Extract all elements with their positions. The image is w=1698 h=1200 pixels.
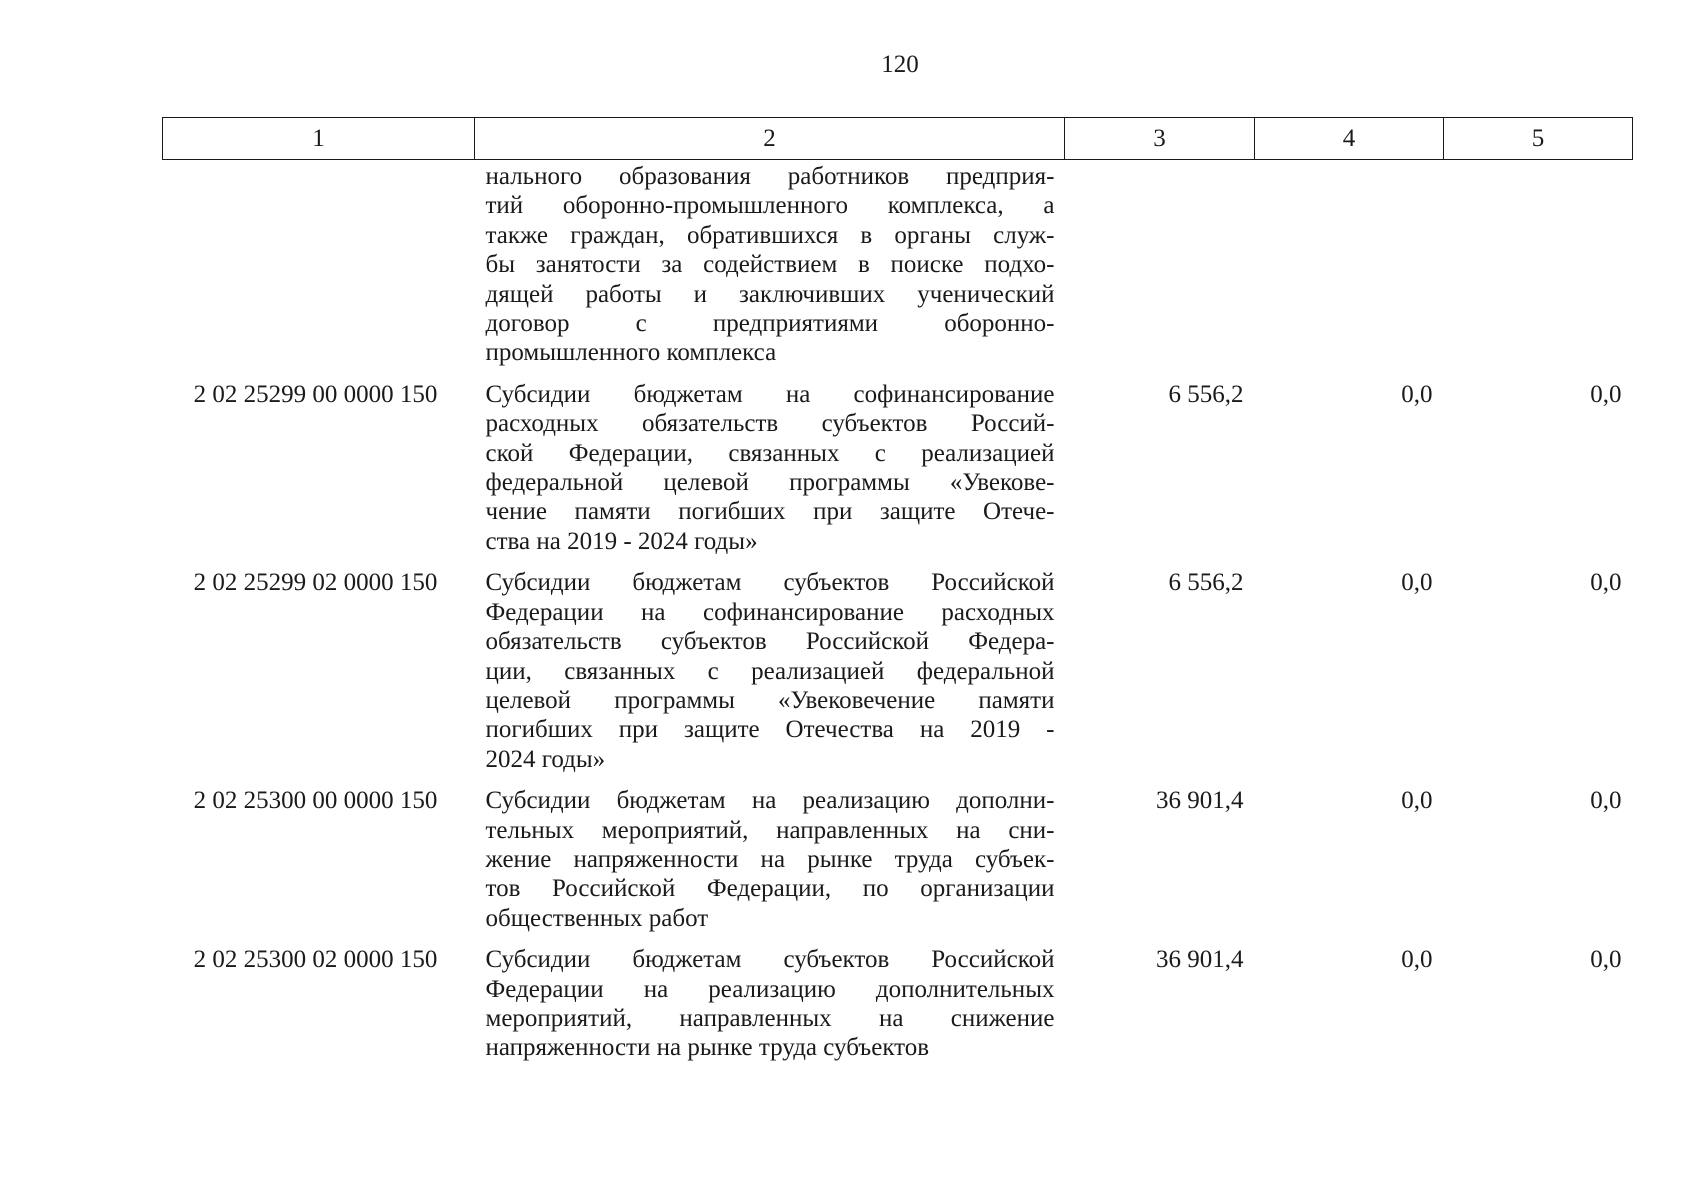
description-line: промышленного комплекса	[485, 339, 777, 367]
row-value-col5: 0,0	[1590, 569, 1622, 597]
description-line: договор с предприятиями оборонно-	[485, 310, 1055, 338]
table-row	[163, 568, 1633, 786]
row-code: 2 02 25299 02 0000 150	[193, 569, 438, 597]
table-row	[163, 380, 1633, 568]
description-line: федеральной целевой программы «Увекове-	[485, 469, 1055, 497]
row-value-col4: 0,0	[1401, 380, 1433, 408]
row-value-col4: 0,0	[1401, 569, 1433, 597]
description-line: напряженности на рынке труда субъектов	[485, 1034, 930, 1062]
row-value-col5: 0,0	[1590, 787, 1622, 815]
row-value-col4	[1255, 160, 1444, 380]
column-header-1: 1	[163, 118, 475, 160]
row-value-col4: 0,0	[1401, 946, 1433, 974]
page-number: 120	[881, 51, 919, 78]
description-line: чение памяти погибших при защите Отече-	[485, 498, 1055, 526]
column-header-2: 2	[475, 118, 1065, 160]
description-line: Субсидии бюджетам субъектов Российской	[485, 946, 1055, 974]
row-value-col4: 0,0	[1401, 787, 1433, 815]
description-line: тов Российской Федерации, по организации	[485, 875, 1055, 903]
description-line: Субсидии бюджетам субъектов Российской	[485, 569, 1055, 597]
row-description	[475, 786, 1065, 945]
description-line: общественных работ	[485, 904, 709, 932]
description-line: также граждан, обратившихся в органы служ-	[485, 221, 1055, 249]
description-line: дящей работы и заключивших ученический	[485, 280, 1055, 308]
description-line: погибших при защите Отечества на 2019 -	[485, 716, 1055, 744]
description-line: жение напряженности на рынке труда субъек-	[485, 845, 1055, 873]
description-line: Федерации на реализацию дополнительных	[485, 975, 1055, 1003]
row-value-col3: 36 901,4	[1156, 787, 1244, 815]
table-row	[163, 160, 1633, 380]
budget-table	[162, 117, 1633, 1075]
row-description	[475, 380, 1065, 568]
row-description	[475, 568, 1065, 786]
row-value-col3: 36 901,4	[1156, 946, 1244, 974]
row-value-col3	[1065, 160, 1255, 380]
description-line: ства на 2019 - 2024 годы»	[485, 527, 758, 555]
column-header-3: 3	[1065, 118, 1255, 160]
description-line: тий оборонно-промышленного комплекса, а	[485, 192, 1055, 220]
column-header-5: 5	[1444, 118, 1633, 160]
description-line: расходных обязательств субъектов Россий-	[485, 410, 1055, 438]
row-code	[163, 160, 475, 380]
row-value-col5: 0,0	[1590, 380, 1622, 408]
row-code: 2 02 25299 00 0000 150	[193, 380, 438, 408]
row-description	[475, 160, 1065, 380]
description-line: обязательств субъектов Российской Федера-	[485, 628, 1055, 656]
row-value-col5	[1444, 160, 1633, 380]
column-header-4: 4	[1255, 118, 1444, 160]
description-line: Субсидии бюджетам на реализацию дополни-	[485, 787, 1055, 815]
description-line: целевой программы «Увековечение памяти	[485, 686, 1055, 714]
description-line: нального образования работников предприя-	[485, 163, 1055, 190]
row-code: 2 02 25300 00 0000 150	[193, 787, 438, 815]
description-line: ции, связанных с реализацией федеральной	[485, 657, 1055, 685]
row-value-col3: 6 556,2	[1168, 569, 1244, 597]
row-value-col3: 6 556,2	[1168, 380, 1244, 408]
description-line: ской Федерации, связанных с реализацией	[485, 439, 1055, 467]
description-line: 2024 годы»	[485, 745, 606, 773]
table-header-row	[163, 118, 1633, 160]
row-value-col5: 0,0	[1590, 946, 1622, 974]
description-line: Федерации на софинансирование расходных	[485, 598, 1055, 626]
table-body	[163, 160, 1633, 1075]
description-line: мероприятий, направленных на снижение	[485, 1004, 1055, 1032]
table-row	[163, 786, 1633, 945]
row-code: 2 02 25300 02 0000 150	[193, 946, 438, 974]
table-row	[163, 945, 1633, 1075]
description-line: Субсидии бюджетам на софинансирование	[485, 380, 1055, 408]
description-line: бы занятости за содействием в поиске подхо-	[485, 251, 1055, 279]
row-description	[475, 945, 1065, 1075]
description-line: тельных мероприятий, направленных на сни-	[485, 816, 1055, 844]
